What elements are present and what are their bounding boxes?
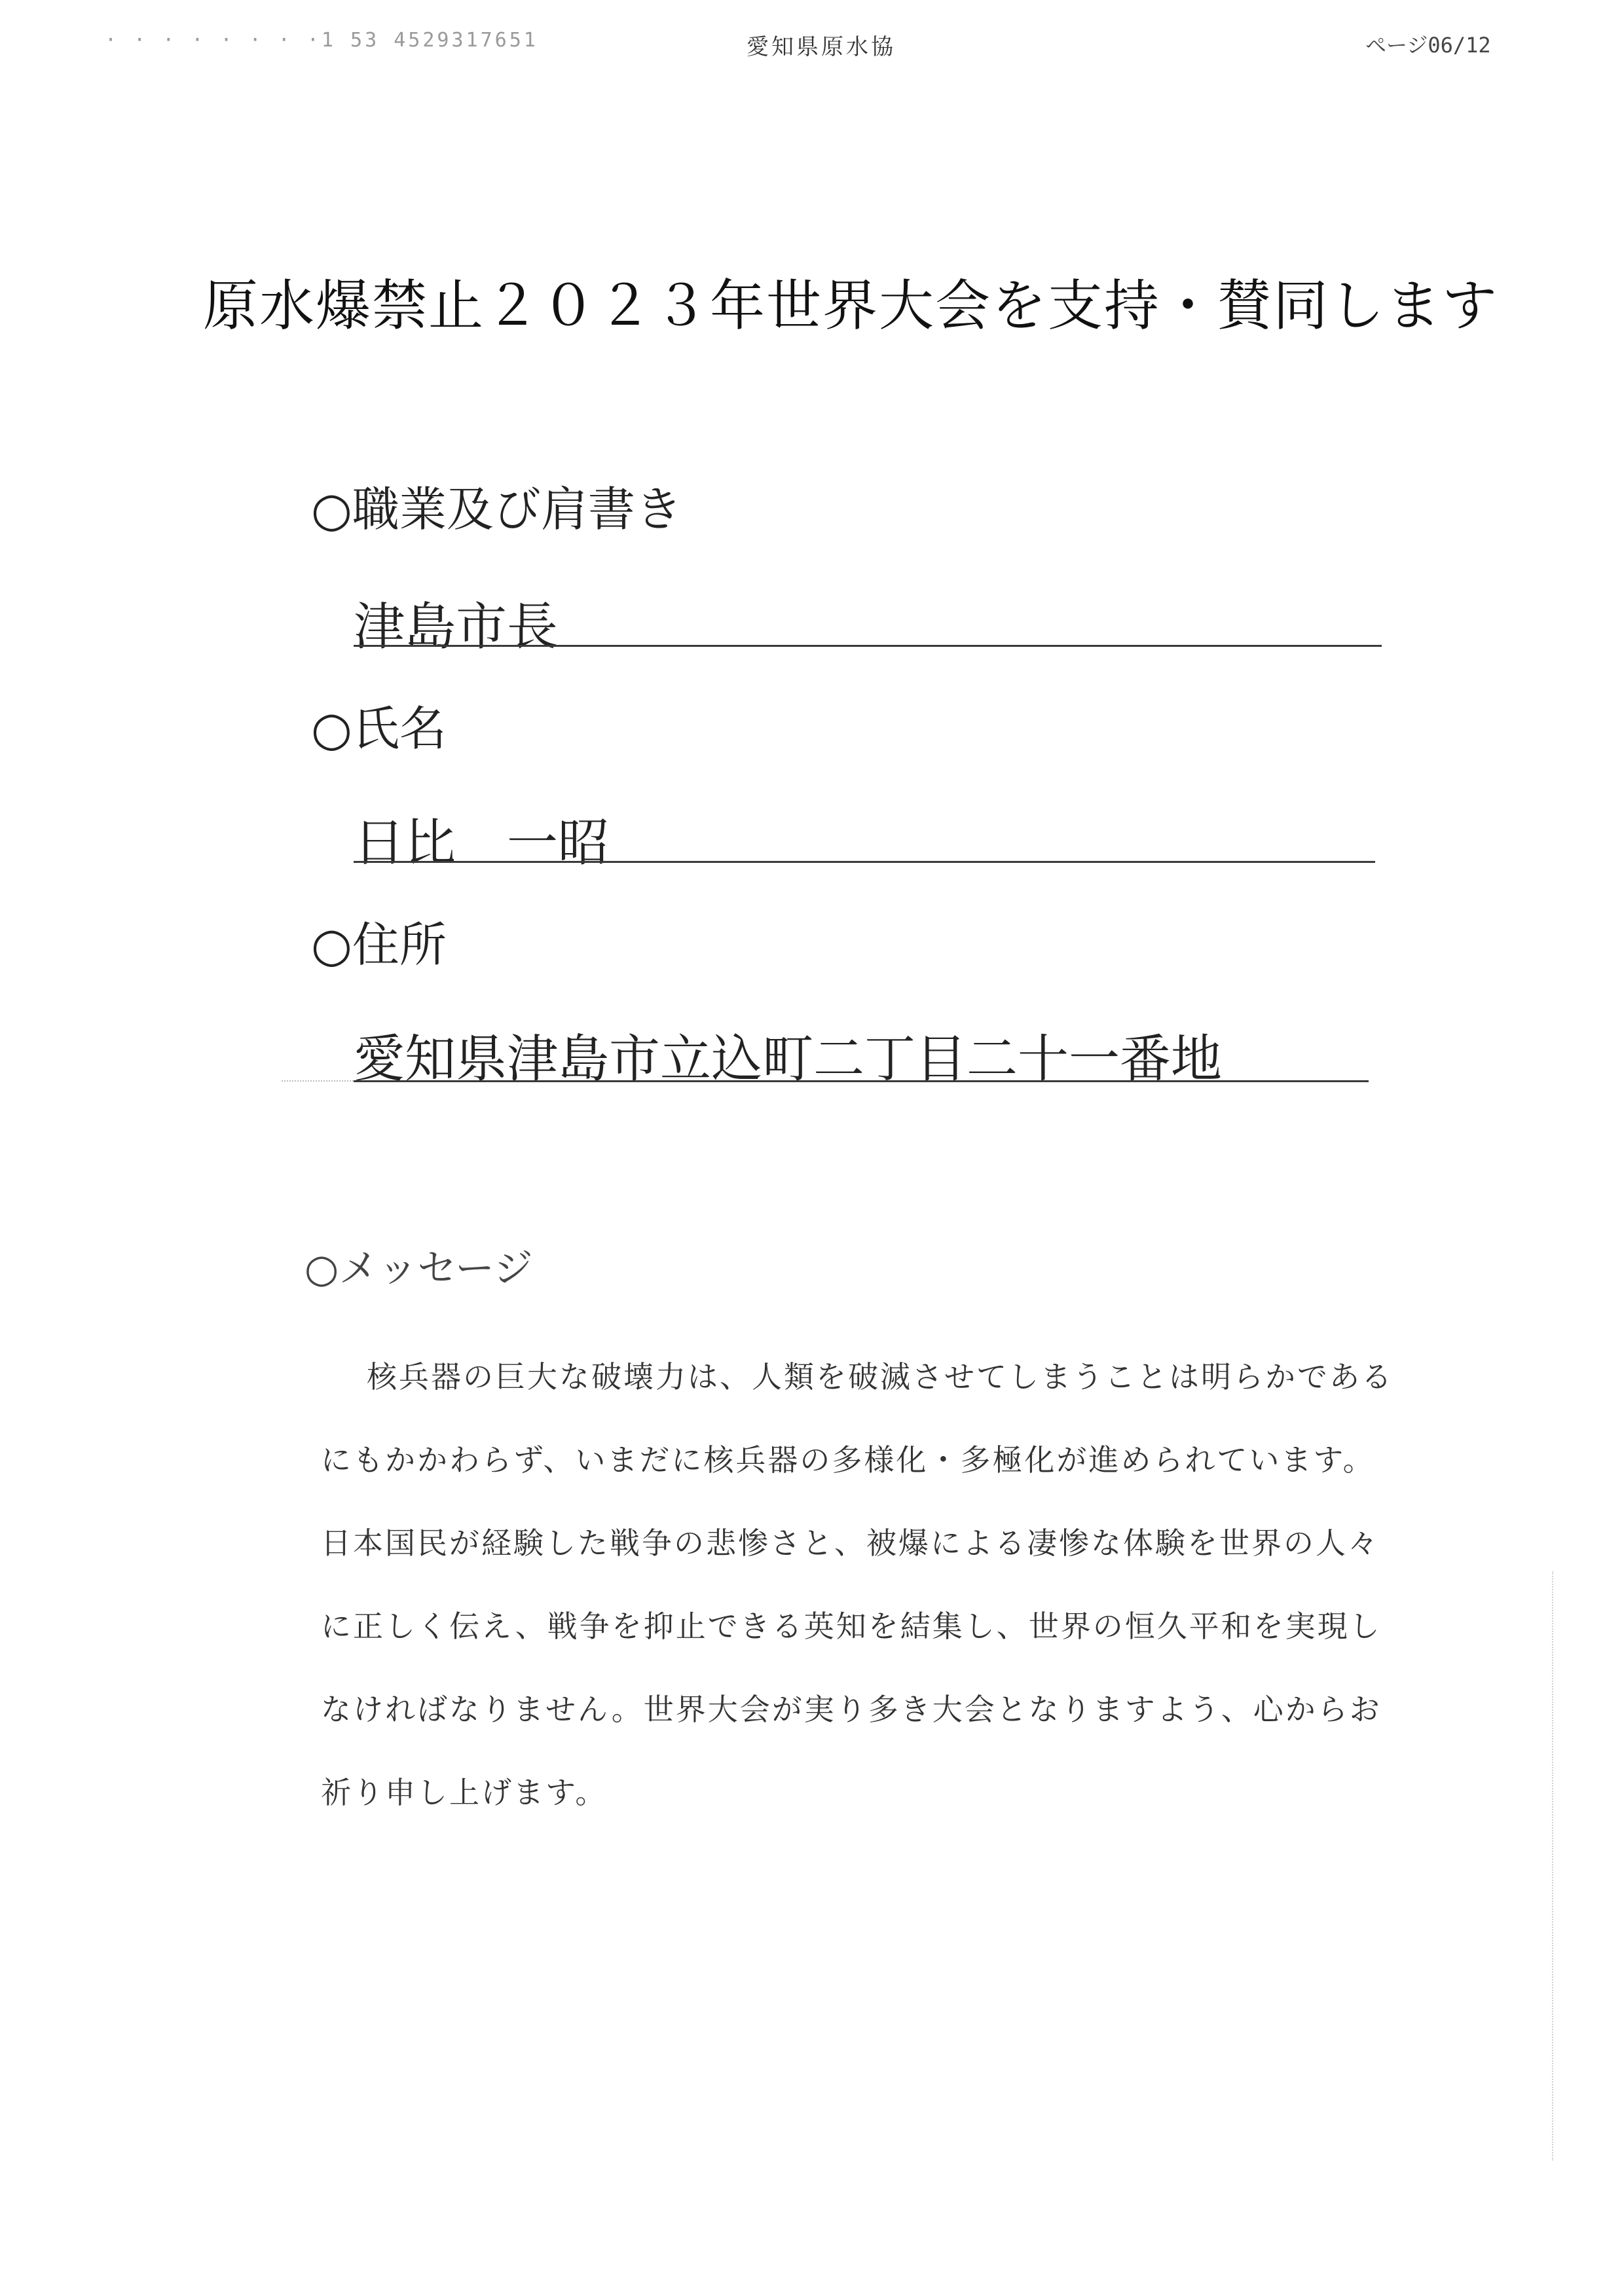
name-underline	[354, 861, 1375, 863]
fax-header	[0, 25, 1624, 58]
fax-transmission-info: · · · · · · · ·1 53 4529317651	[105, 29, 538, 52]
message-label: ○メッセージ	[304, 1246, 533, 1292]
message-text: 核兵器の巨大な破壊力は、人類を破滅させてしまうことは明らかであるにもかかわらず、いまだに核兵器の多様化・多極化が進められています。日本国民が経験した戦争の悲惨さと、被爆による凄惨な体験を世界の人々に正しく伝え、戦争を抑止できる英知を結集し、世界の恒久平和を実現しなければなりません。世界大会が実り多き大会となりますよう、心からお祈り申し上げます。	[321, 1359, 1393, 1810]
address-underline	[354, 1080, 1369, 1082]
occupation-label: ○職業及び肩書き	[311, 482, 682, 537]
scan-margin-artifact	[1552, 1571, 1553, 2160]
occupation-value: 津島市長	[354, 598, 559, 657]
fax-page-number: ページ06/12	[1365, 33, 1491, 58]
name-label: ○氏名	[311, 701, 447, 756]
name-value: 日比 一昭	[354, 814, 610, 873]
address-underline-lead	[282, 1080, 354, 1082]
document-title: 原水爆禁止２０２３年世界大会を支持・賛同します	[203, 274, 1499, 338]
address-label: ○住所	[311, 917, 447, 972]
occupation-underline	[354, 645, 1382, 647]
fax-sender-name: 愛知県原水協	[747, 34, 896, 60]
address-value: 愛知県津島市立込町二丁目二十一番地	[354, 1030, 1223, 1089]
